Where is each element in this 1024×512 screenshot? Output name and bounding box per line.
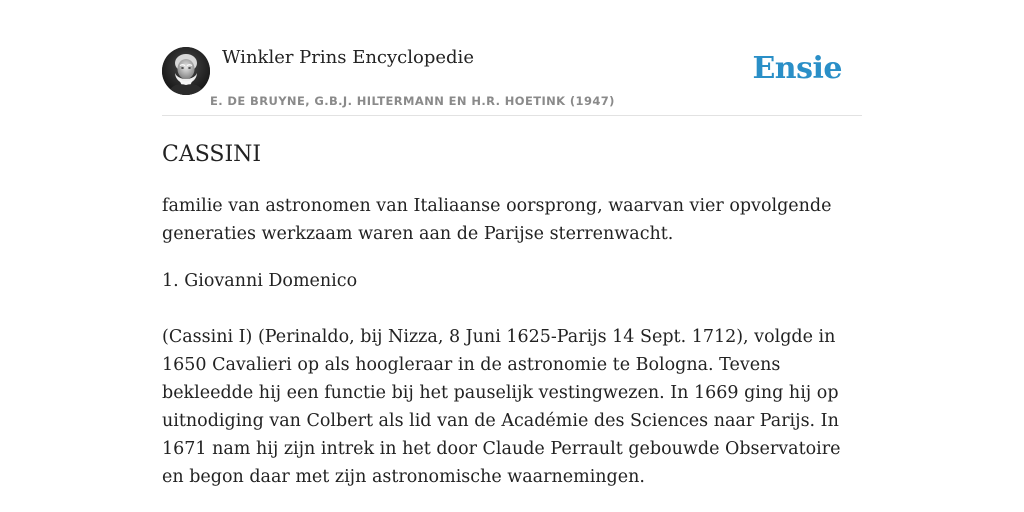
author-avatar [162,47,210,95]
source-authors: E. DE BRUYNE, G.B.J. HILTERMANN EN H.R. HOETINK (1947) [210,94,615,108]
source-header [162,0,862,116]
article-page [162,0,862,512]
ensie-logo[interactable]: Ensie [752,51,842,86]
entry-body: (Cassini I) (Perinaldo, bij Nizza, 8 Juni 1625-Parijs 14 Sept. 1712), volgde in 1650 Cavalieri op als hoogleraar in de astronomie te Bologna. Tevens bekleedde hij een functie bij het pauselijk vestingwezen. In 1669 ging hij op uitnodiging van Colbert als lid van de Académie des Sciences naar Parijs. In 1671 nam hij zijn intrek in het door Claude Perrault gebouwde Observatoire en begon daar met zijn astronomische waarnemingen. [162,327,841,487]
entry-intro: familie van astronomen van Italiaanse oorsprong, waarvan vier opvolgende generaties werkzaam waren aan de Parijse sterrenwacht. [162,196,832,244]
entry-subheading: 1. Giovanni Domenico [162,271,358,291]
source-title[interactable]: Winkler Prins Encyclopedie [222,47,474,68]
entry-title: CASSINI [162,142,262,167]
portrait-photo-icon [162,47,210,95]
